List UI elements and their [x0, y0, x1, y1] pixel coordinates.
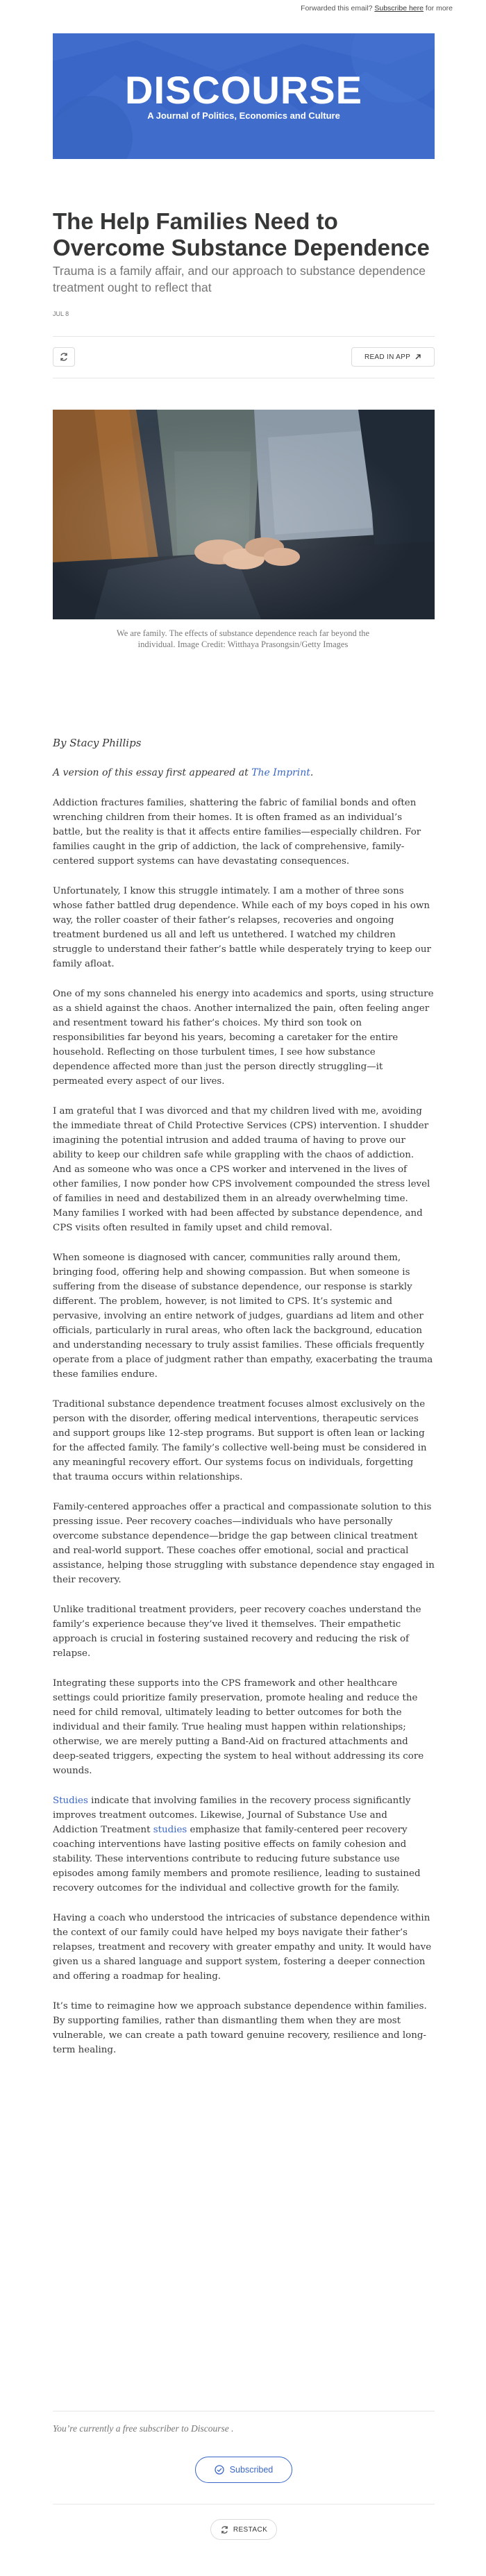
- paragraph: Having a coach who understood the intricacies of substance dependence within the context of our family could have helped my boys navigate their father’s relapses, treatment and recovery with greater empathy and unity. It would have given us a shared language and support system, fostering a deeper connection and offering a roadmap for healing.: [53, 1913, 432, 1982]
- studies-link[interactable]: Studies: [53, 1796, 88, 1806]
- forward-bar: [0, 4, 486, 17]
- read-in-app-label: READ IN APP: [364, 353, 411, 361]
- banner-title: DISCOURSE: [125, 68, 362, 112]
- article-headline[interactable]: The Help Families Need to Overcome Substance Dependence: [53, 208, 430, 260]
- paragraph-with-links: [53, 1793, 435, 1896]
- subscribed-button[interactable]: [195, 2457, 292, 2483]
- article-photo[interactable]: [53, 410, 435, 619]
- restack-label: RESTACK: [233, 2525, 268, 2534]
- banner-subtitle: A Journal of Politics, Economics and Culture: [147, 110, 340, 121]
- paragraph: It’s time to reimagine how we approach substance dependence within families. By supporting families, rather than dismantling them when they are most vulnerable, we can create a path toward genuine recovery, resilience and long-term healing.: [53, 2001, 427, 2055]
- subscribed-label: Subscribed: [229, 2465, 274, 2475]
- first-appeared-suffix: .: [310, 767, 314, 778]
- forward-suffix: for more: [425, 4, 453, 12]
- studies-link-2[interactable]: studies: [153, 1825, 187, 1835]
- restack-icon-button[interactable]: [53, 347, 75, 367]
- restack-icon: [220, 2525, 229, 2534]
- paragraph: Family-centered approaches offer a practical and compassionate solution to this pressing issue. Peer recovery coaches—individuals who have personally overcome substance dependence—bridge the gap between clinical treatment and real-world support. These coaches offer emotional, social and practical assistance, helping those struggling with substance dependence stay engaged in their recovery.: [53, 1502, 435, 1585]
- read-in-app-button[interactable]: [351, 347, 435, 367]
- paragraph: When someone is diagnosed with cancer, communities rally around them, bringing food, offering help and showing compassion. But when someone is suffering from the disease of substance dependence, our response is starkly different. The problem, however, is not limited to CPS. It’s systemic and pervasive, involving an entire network of judges, guardians ad litem and other officials, particularly in rural areas, who often lack the background, education and understanding necessary to truly assist families. These officials frequently operate from a place of judgment rather than empathy, exacerbating the trauma these families endure.: [53, 1253, 433, 1380]
- restack-icon: [59, 352, 69, 362]
- external-arrow-icon: [414, 353, 421, 360]
- publication-banner[interactable]: [53, 33, 435, 159]
- paragraph: Unlike traditional treatment providers, peer recovery coaches understand the family’s experience because they’ve lived it themselves. Their empathetic approach is crucial in fostering sustained recovery and reducing the risk of relapse.: [53, 1605, 421, 1659]
- subscribe-link[interactable]: Subscribe here: [374, 4, 424, 12]
- photo-caption: We are family. The effects of substance dependence reach far beyond the individual. Image Credit: Witthaya Prasongsin/Getty Images: [116, 628, 370, 649]
- paragraph: Integrating these supports into the CPS framework and other healthcare settings could prioritize family preservation, promote healing and reduce the need for child removal, ultimately leading to better outcomes for both the individual and their family. True healing must happen within relationships; otherwise, we are merely putting a Band-Aid on fractured attachments and deep-seated triggers, expecting the system to heal without addressing its core wounds.: [53, 1678, 424, 1776]
- support-group-hands-image: [53, 410, 435, 619]
- author-byline: By Stacy Phillips: [53, 737, 142, 749]
- first-appeared-note: [53, 766, 435, 780]
- paragraph: Unfortunately, I know this struggle intimately. I am a mother of three sons whose father battled drug dependence. While each of my boys coped in his own way, the roller coaster of their father’s relapses, recoveries and ongoing treatment burdened us all and left us untethered. I watched my children struggle to understand their father’s battle while desperately trying to keep our family afloat.: [53, 886, 431, 969]
- paragraph: Traditional substance dependence treatment focuses almost exclusively on the person with the disorder, offering medical interventions, therapeutic services and support groups like 12-step programs. But support is often lean or lacking for the affected family. The family’s collective well-being must be considered in any meaningful recovery effort. Our systems focus on individuals, forgetting that trauma occurs within relationships.: [53, 1399, 427, 1482]
- paragraph: I am grateful that I was divorced and that my children lived with me, avoiding the immediate threat of Child Protective Services (CPS) intervention. I shudder imagining the potential intrusion and added trauma of having to prove our ability to keep our children safe while grappling with the chaos of addiction. And as someone who was once a CPS worker and intervened in the lives of other families, I now ponder how CPS involvement compounded the stress level of families in need and destabilized them in an already overwhelming time. Many families I worked with had been affected by substance dependence, and CPS visits often resulted in family upset and child removal.: [53, 1106, 430, 1233]
- post-date: JUL 8: [53, 310, 69, 317]
- the-imprint-link[interactable]: The Imprint: [251, 767, 310, 778]
- divider: [53, 336, 435, 337]
- restack-button[interactable]: [210, 2519, 277, 2540]
- article-body: [53, 736, 435, 2073]
- first-appeared-text: A version of this essay first appeared at: [53, 767, 252, 778]
- paragraph: One of my sons channeled his energy into academics and sports, using structure as a shield against the chaos. Another internalized the pain, often feeling anger and resentment toward his father’s choices. My third son took on responsibilities far beyond his years, becoming a caretaker for the entire household. Reflecting on those turbulent times, I see how substance dependence affected more than just the person directly struggling—it permeated every aspect of our lives.: [53, 989, 434, 1087]
- free-subscriber-note: You’re currently a free subscriber to Discourse .: [53, 2423, 234, 2434]
- article-subtitle: Trauma is a family affair, and our approach to substance dependence treatment ought to reflect that: [53, 264, 426, 294]
- paragraph-text: emphasize that family-centered peer recovery coaching interventions have lasting positive effects on family cohesion and stability. These interventions contribute to reducing future substance use episodes among family members and promote resilience, leading to sustained recovery outcomes for the individual and collective growth for the family.: [53, 1825, 421, 1893]
- paragraph-text: indicate that involving families in the recovery process significantly improves treatment outcomes. Likewise, Journal of Substance Use and Addiction Treatment: [53, 1796, 411, 1835]
- checkmark-circle-icon: [215, 2465, 224, 2475]
- forward-text: Forwarded this email?: [301, 4, 373, 12]
- paragraph: Addiction fractures families, shattering the fabric of familial bonds and often wrenching children from their homes. It is often framed as an individual’s battle, but the reality is that it affects entire families—especially children. For families caught in the grip of addiction, the lack of comprehensive, family-centered support systems can have devastating consequences.: [53, 798, 421, 867]
